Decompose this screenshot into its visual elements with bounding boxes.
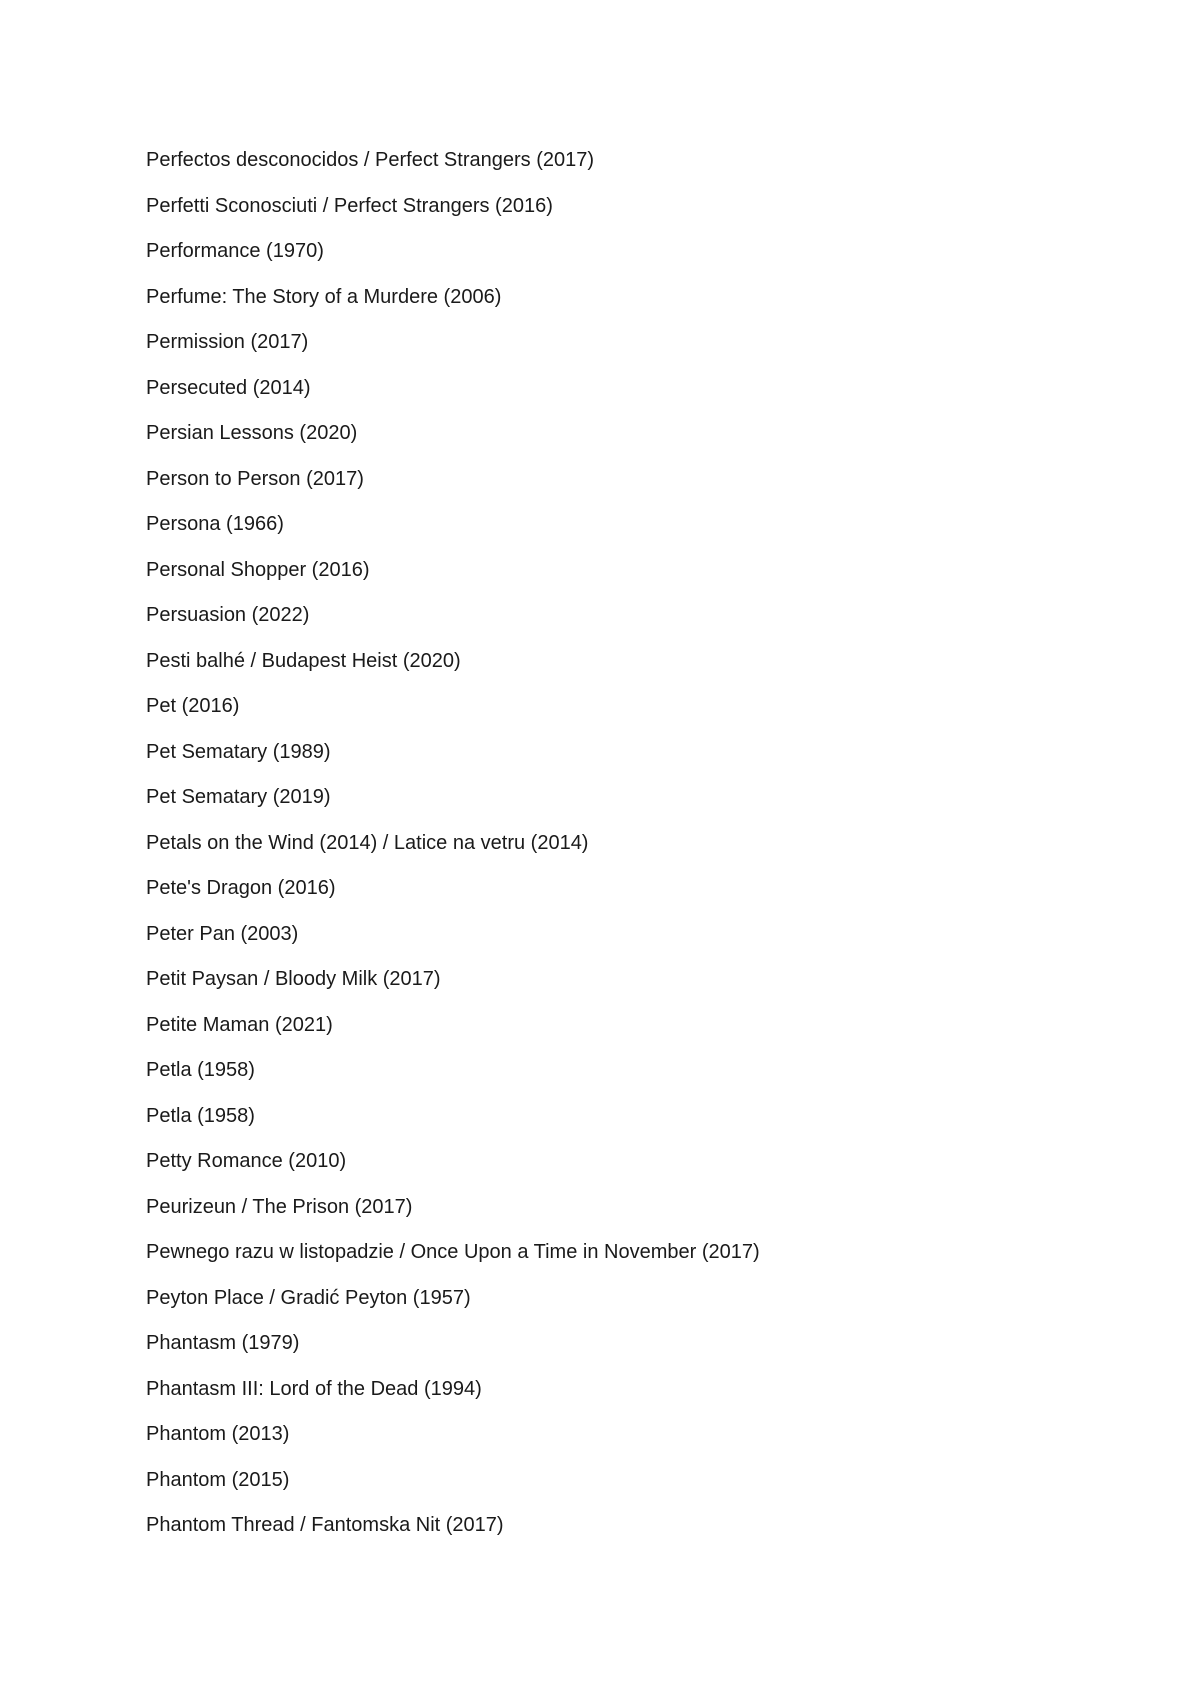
list-item: Peyton Place / Gradić Peyton (1957) xyxy=(146,1286,471,1309)
list-item: Petals on the Wind (2014) / Latice na vetru (2014) xyxy=(146,831,589,854)
list-item: Phantom Thread / Fantomska Nit (2017) xyxy=(146,1514,504,1536)
list-item: Phantom (2015) xyxy=(146,1468,290,1491)
list-item: Permission (2017) xyxy=(146,331,309,353)
list-item: Petla (1958) xyxy=(146,1104,255,1127)
list-item: Persecuted (2014) xyxy=(146,376,311,399)
list-item: Perfetti Sconosciuti / Perfect Strangers (2016) xyxy=(146,194,553,217)
list-item: Personal Shopper (2016) xyxy=(146,558,370,581)
list-item: Pet Sematary (2019) xyxy=(146,786,331,808)
list-item: Person to Person (2017) xyxy=(146,467,364,490)
list-item: Phantasm III: Lord of the Dead (1994) xyxy=(146,1377,482,1400)
list-item: Pesti balhé / Budapest Heist (2020) xyxy=(146,649,461,672)
list-item: Pewnego razu w listopadzie / Once Upon a Time in November (2017) xyxy=(146,1241,760,1263)
list-item: Persuasion (2022) xyxy=(146,604,310,626)
list-item: Petty Romance (2010) xyxy=(146,1150,347,1172)
list-item: Phantasm (1979) xyxy=(146,1332,300,1354)
list-item: Persona (1966) xyxy=(146,513,284,535)
list-item: Persian Lessons (2020) xyxy=(146,422,358,444)
list-item: Petit Paysan / Bloody Milk (2017) xyxy=(146,968,441,990)
list-item: Peter Pan (2003) xyxy=(146,922,299,945)
list-item: Phantom (2013) xyxy=(146,1423,290,1445)
list-item: Perfectos desconocidos / Perfect Strangers (2017) xyxy=(146,149,595,171)
list-item: Pet Sematary (1989) xyxy=(146,740,331,763)
list-item: Performance (1970) xyxy=(146,240,324,262)
list-item: Pet (2016) xyxy=(146,695,240,717)
list-item: Peurizeun / The Prison (2017) xyxy=(146,1195,413,1218)
list-item: Petla (1958) xyxy=(146,1059,255,1081)
list-item: Petite Maman (2021) xyxy=(146,1013,333,1036)
list-item: Perfume: The Story of a Murdere (2006) xyxy=(146,285,502,308)
film-title-list xyxy=(146,146,760,1557)
list-item: Pete's Dragon (2016) xyxy=(146,877,336,899)
